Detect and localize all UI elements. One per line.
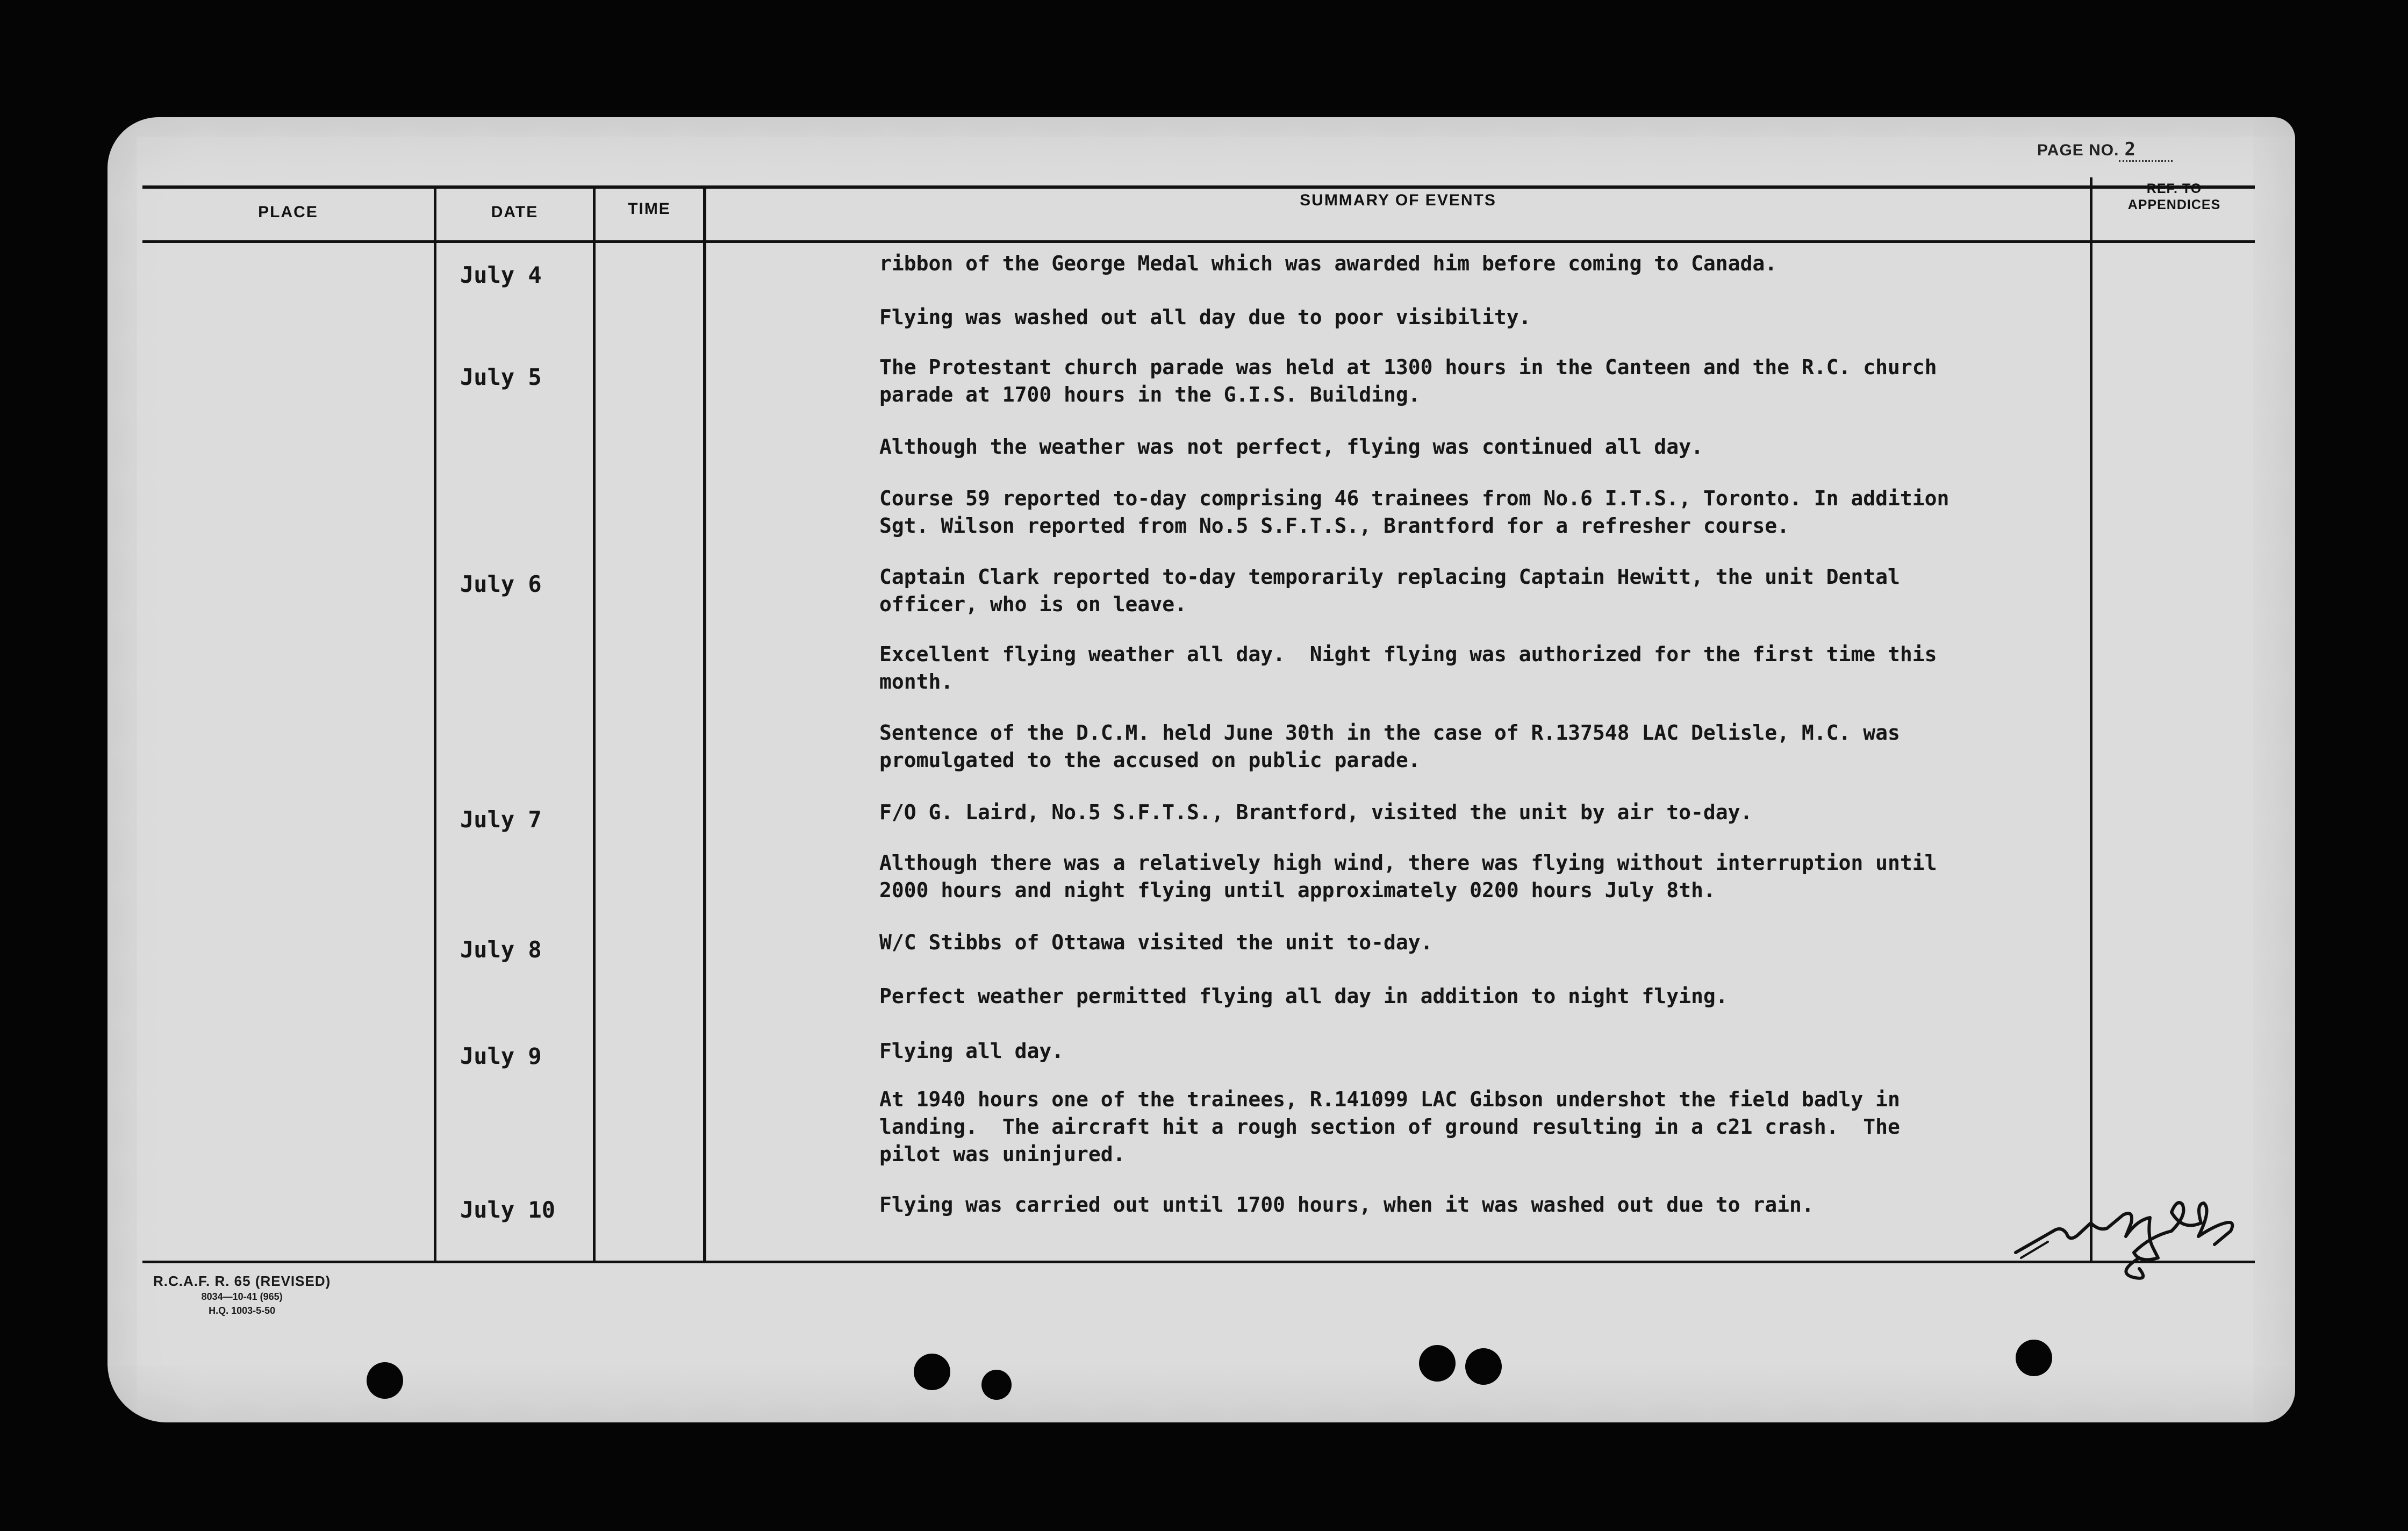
entry-poor-visibility: Flying was washed out all day due to poor visibility. [879,305,1531,329]
entry-night-flying-authorized: Excellent flying weather all day. Night flying was authorized for the first time this month. [879,642,1937,693]
date-july-9: July 9 [460,1043,542,1069]
form-hq-file: H.Q. 1003-5-50 [209,1305,276,1316]
punch-hole [1465,1348,1502,1385]
date-july-6: July 6 [460,571,542,597]
entry-high-wind: Although there was a relatively high wind, there was flying without interruption until 2000 hours and night flying until approximately 0200 hours July 8th. [879,851,1937,902]
date-july-7: July 7 [460,806,542,833]
form-identification [153,1273,331,1318]
entry-fo-laird-visit: F/O G. Laird, No.5 S.F.T.S., Brantford, visited the unit by air to-day. [879,800,1753,824]
column-divider-summary [2090,177,2092,1263]
entry-captain-clark: Captain Clark reported to-day temporarily replacing Captain Hewitt, the unit Dental officer, who is on leave. [879,565,1900,616]
date-july-5: July 5 [460,364,542,390]
header-ref-to-appendices: REF. TO APPENDICES [2127,181,2221,212]
page-number [2037,139,2173,162]
column-divider-date [593,185,596,1263]
punch-hole [914,1354,950,1390]
page-number-value: 2 [2119,139,2173,162]
header-date: DATE [491,203,539,221]
header-bottom-rule [142,240,2255,243]
header-place: PLACE [258,203,318,221]
punch-hole [2016,1340,2052,1376]
form-number: R.C.A.F. R. 65 (REVISED) [153,1273,331,1289]
date-july-10: July 10 [460,1197,556,1223]
entry-weather-not-perfect: Although the weather was not perfect, flying was continued all day. [879,435,1703,459]
entry-perfect-weather: Perfect weather permitted flying all day in addition to night flying. [879,984,1728,1008]
form-print-code: 8034—10-41 (965) [201,1291,283,1302]
entry-dcm-sentence: Sentence of the D.C.M. held June 30th in the case of R.137548 LAC Delisle, M.C. was promulgated to the accused on public parade. [879,721,1900,772]
punch-hole [981,1370,1012,1400]
entry-course-59: Course 59 reported to-day comprising 46 trainees from No.6 I.T.S., Toronto. In addition Sgt. Wilson reported from No.5 S.F.T.S., Brantford for a refresher course. [879,487,1950,538]
entry-wc-stibbs-visit: W/C Stibbs of Ottawa visited the unit to-day. [879,931,1433,954]
header-time: TIME [628,200,671,218]
entry-church-parade: The Protestant church parade was held at 1300 hours in the Canteen and the R.C. church parade at 1700 hours in the G.I.S. Building. [879,355,1937,406]
column-divider-place [434,185,436,1263]
table-bottom-rule [142,1261,2255,1263]
entry-flying-all-day: Flying all day. [879,1039,1064,1063]
date-july-8: July 8 [460,936,542,963]
header-summary: SUMMARY OF EVENTS [1300,191,1496,209]
entry-george-medal: ribbon of the George Medal which was awarded him before coming to Canada. [879,252,1778,275]
entry-gibson-crash: At 1940 hours one of the trainees, R.141099 LAC Gibson undershot the field badly in landing. The aircraft hit a rough section of ground resulting in a c21 crash. The pilot was uninjured. [879,1088,1900,1166]
entry-washed-out-rain: Flying was carried out until 1700 hours, when it was washed out due to rain. [879,1193,1814,1217]
punch-hole [367,1362,403,1399]
column-divider-time [703,185,706,1263]
handwritten-signature [2010,1172,2290,1296]
date-july-4: July 4 [460,262,542,288]
punch-hole [1419,1345,1456,1382]
header-top-rule [142,185,2255,189]
page-number-label: PAGE NO. [2037,141,2119,159]
